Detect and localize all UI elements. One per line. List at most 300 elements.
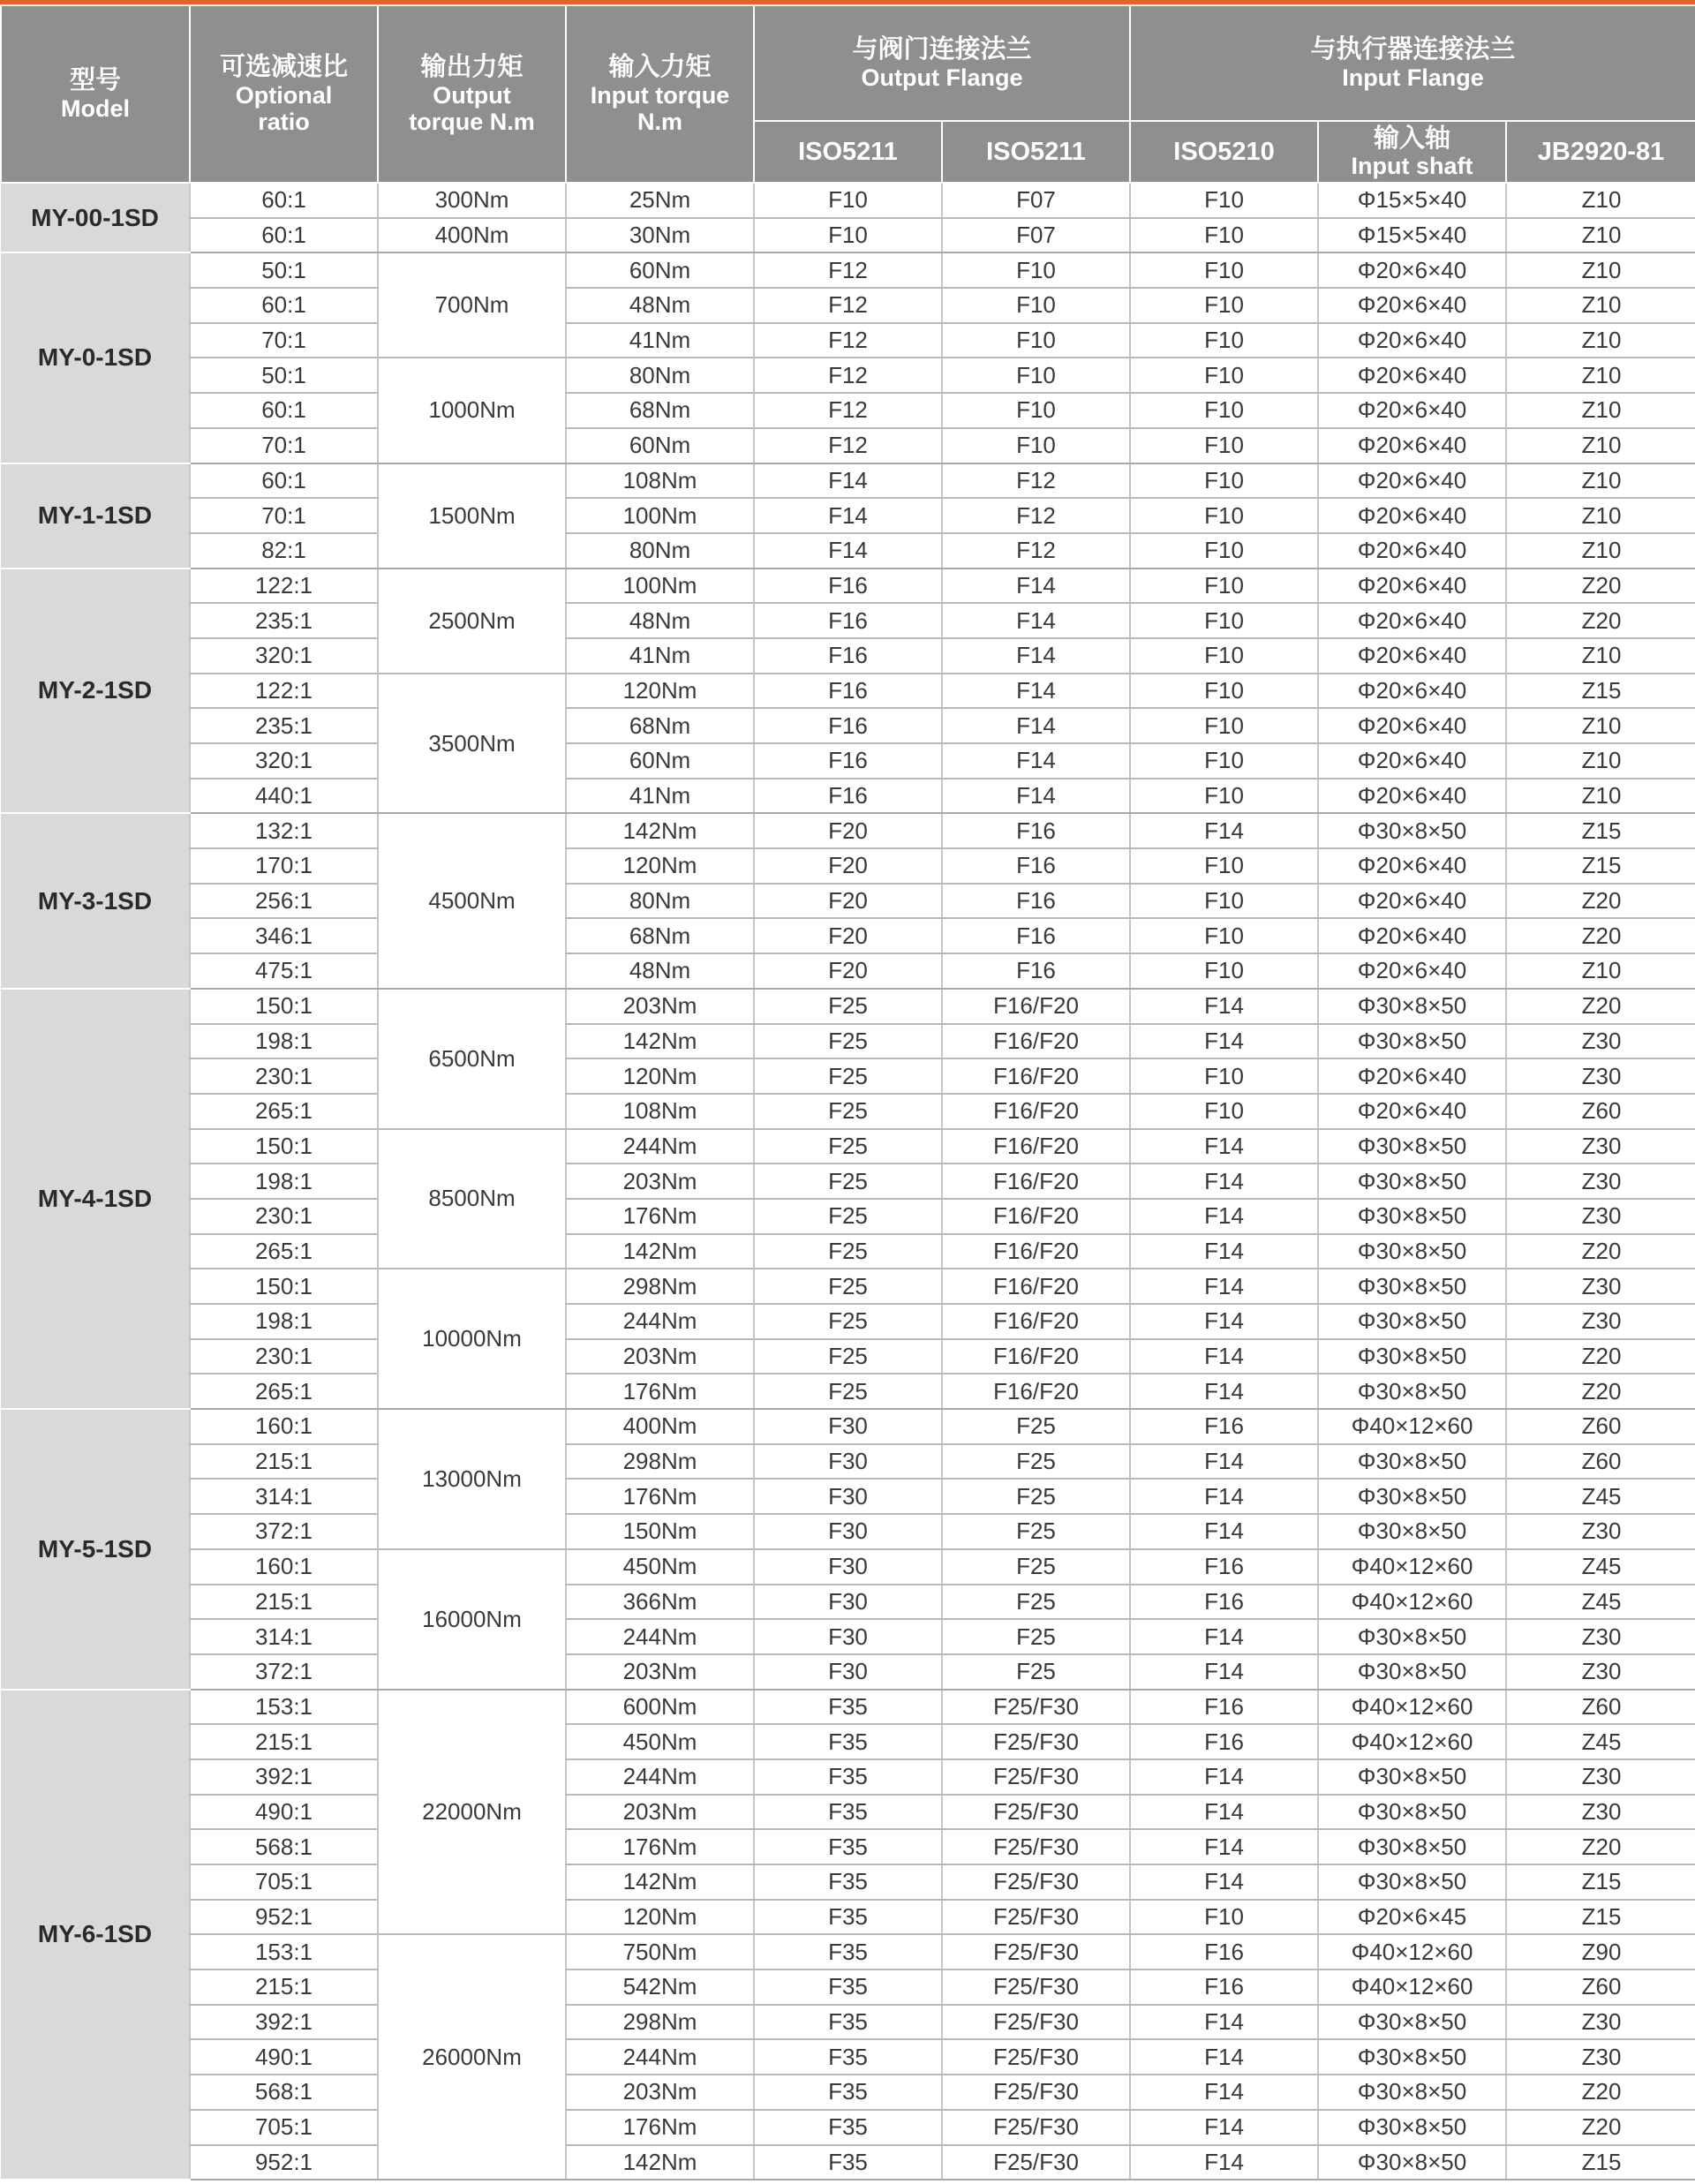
ratio-cell: 132:1 [190, 813, 378, 848]
input-torque-cell: 176Nm [566, 1199, 754, 1234]
jb2920-cell: Z30 [1506, 1269, 1695, 1304]
input-shaft-cell: Φ20×6×40 [1318, 288, 1506, 323]
ratio-cell: 265:1 [190, 1094, 378, 1129]
output-flange-b-cell: F25/F30 [942, 2145, 1130, 2180]
table-row [1, 1199, 1695, 1234]
output-flange-a-cell: F30 [754, 1514, 942, 1549]
table-row [1, 2075, 1695, 2110]
ratio-cell: 170:1 [190, 848, 378, 884]
header-input-torque-cn: 输入力矩 [608, 53, 712, 82]
output-flange-a-cell: F30 [754, 1444, 942, 1480]
table-row [1, 1164, 1695, 1199]
input-torque-cell: 542Nm [566, 1969, 754, 2005]
iso5210-cell: F14 [1130, 1829, 1318, 1864]
input-torque-cell: 41Nm [566, 779, 754, 814]
ratio-cell: 160:1 [190, 1549, 378, 1585]
ratio-cell: 314:1 [190, 1479, 378, 1514]
input-shaft-cell: Φ20×6×40 [1318, 708, 1506, 743]
table-row [1, 953, 1695, 989]
ratio-cell: 60:1 [190, 393, 378, 428]
output-flange-a-cell: F25 [754, 1339, 942, 1374]
output-flange-a-cell: F35 [754, 2039, 942, 2075]
ratio-cell: 70:1 [190, 498, 378, 533]
input-torque-cell: 142Nm [566, 813, 754, 848]
input-shaft-cell: Φ30×8×50 [1318, 1374, 1506, 1409]
input-shaft-cell: Φ20×6×40 [1318, 638, 1506, 674]
output-flange-a-cell: F35 [754, 1829, 942, 1864]
output-flange-a-cell: F30 [754, 1479, 942, 1514]
output-flange-b-cell: F25/F30 [942, 1795, 1130, 1830]
output-flange-a-cell: F35 [754, 2075, 942, 2110]
iso5210-cell: F14 [1130, 1024, 1318, 1059]
output-flange-b-cell: F14 [942, 674, 1130, 709]
ratio-cell: 320:1 [190, 638, 378, 674]
jb2920-cell: Z10 [1506, 953, 1695, 989]
ratio-cell: 235:1 [190, 708, 378, 743]
model-cell: MY-1-1SD [1, 463, 190, 569]
jb2920-cell: Z30 [1506, 1795, 1695, 1830]
input-shaft-cell: Φ40×12×60 [1318, 1969, 1506, 2005]
input-shaft-cell: Φ40×12×60 [1318, 1724, 1506, 1759]
input-torque-cell: 600Nm [566, 1690, 754, 1725]
input-shaft-cell: Φ20×6×40 [1318, 498, 1506, 533]
table-row [1, 463, 1695, 499]
output-flange-a-cell: F25 [754, 989, 942, 1024]
model-cell: MY-5-1SD [1, 1409, 190, 1690]
output-flange-a-cell: F25 [754, 1304, 942, 1339]
jb2920-cell: Z45 [1506, 1585, 1695, 1620]
output-flange-b-cell: F25 [942, 1619, 1130, 1654]
jb2920-cell: Z45 [1506, 1479, 1695, 1514]
jb2920-cell: Z30 [1506, 1058, 1695, 1094]
table-row [1, 288, 1695, 323]
iso5210-cell: F10 [1130, 569, 1318, 604]
iso5210-cell: F10 [1130, 884, 1318, 919]
table-row [1, 428, 1695, 463]
ratio-cell: 568:1 [190, 1829, 378, 1864]
header-output-torque-cn: 输出力矩 [420, 53, 524, 82]
output-flange-a-cell: F12 [754, 393, 942, 428]
jb2920-cell: Z10 [1506, 498, 1695, 533]
header-ratio-en1: Optional [235, 81, 333, 109]
input-torque-cell: 48Nm [566, 603, 754, 638]
output-flange-b-cell: F25/F30 [942, 1864, 1130, 1900]
input-torque-cell: 142Nm [566, 1234, 754, 1269]
ratio-cell: 952:1 [190, 1900, 378, 1935]
table-row [1, 393, 1695, 428]
table-row [1, 569, 1695, 604]
output-flange-a-cell: F30 [754, 1549, 942, 1585]
input-shaft-cell: Φ30×8×50 [1318, 1514, 1506, 1549]
output-flange-b-cell: F10 [942, 393, 1130, 428]
table-row [1, 1724, 1695, 1759]
input-torque-cell: 203Nm [566, 1654, 754, 1690]
model-cell: MY-3-1SD [1, 813, 190, 988]
output-flange-a-cell: F25 [754, 1058, 942, 1094]
input-shaft-cell: Φ15×5×40 [1318, 218, 1506, 253]
iso5210-cell: F14 [1130, 1654, 1318, 1690]
output-flange-b-cell: F16/F20 [942, 1164, 1130, 1199]
input-torque-cell: 298Nm [566, 1444, 754, 1480]
table-row [1, 323, 1695, 358]
output-flange-b-cell: F25/F30 [942, 2075, 1130, 2110]
input-torque-cell: 244Nm [566, 1619, 754, 1654]
iso5210-cell: F10 [1130, 288, 1318, 323]
output-flange-a-cell: F10 [754, 218, 942, 253]
ratio-cell: 198:1 [190, 1164, 378, 1199]
model-cell: MY-0-1SD [1, 252, 190, 463]
input-shaft-cell: Φ40×12×60 [1318, 1409, 1506, 1444]
jb2920-cell: Z15 [1506, 2145, 1695, 2180]
input-torque-cell: 41Nm [566, 323, 754, 358]
iso5210-cell: F16 [1130, 1934, 1318, 1969]
output-flange-a-cell: F25 [754, 1234, 942, 1269]
iso5210-cell: F14 [1130, 813, 1318, 848]
iso5210-cell: F10 [1130, 674, 1318, 709]
jb2920-cell: Z30 [1506, 1619, 1695, 1654]
table-row [1, 533, 1695, 569]
input-shaft-cell: Φ40×12×60 [1318, 1549, 1506, 1585]
output-flange-a-cell: F16 [754, 638, 942, 674]
output-flange-b-cell: F25/F30 [942, 2110, 1130, 2145]
header-ratio-cn: 可选减速比 [219, 53, 348, 82]
output-flange-a-cell: F16 [754, 569, 942, 604]
jb2920-cell: Z20 [1506, 1339, 1695, 1374]
input-torque-cell: 68Nm [566, 393, 754, 428]
output-flange-a-cell: F35 [754, 1724, 942, 1759]
iso5210-cell: F10 [1130, 498, 1318, 533]
ratio-cell: 215:1 [190, 1969, 378, 2005]
iso5210-cell: F10 [1130, 428, 1318, 463]
input-shaft-cell: Φ20×6×40 [1318, 393, 1506, 428]
input-shaft-cell: Φ30×8×50 [1318, 813, 1506, 848]
ratio-cell: 153:1 [190, 1934, 378, 1969]
iso5210-cell: F14 [1130, 2075, 1318, 2110]
output-flange-b-cell: F25/F30 [942, 1969, 1130, 2005]
jb2920-cell: Z20 [1506, 1234, 1695, 1269]
table-row [1, 498, 1695, 533]
output-flange-b-cell: F12 [942, 463, 1130, 499]
output-flange-b-cell: F14 [942, 743, 1130, 779]
table-row [1, 1094, 1695, 1129]
jb2920-cell: Z20 [1506, 884, 1695, 919]
ratio-cell: 475:1 [190, 953, 378, 989]
output-flange-a-cell: F25 [754, 1164, 942, 1199]
input-torque-cell: 150Nm [566, 1514, 754, 1549]
header-output-flange-en: Output Flange [861, 64, 1023, 91]
input-shaft-cell: Φ40×12×60 [1318, 1585, 1506, 1620]
ratio-cell: 198:1 [190, 1024, 378, 1059]
table-row [1, 1269, 1695, 1304]
input-shaft-cell: Φ20×6×40 [1318, 1058, 1506, 1094]
iso5210-cell: F10 [1130, 708, 1318, 743]
output-flange-b-cell: F16/F20 [942, 1129, 1130, 1164]
ratio-cell: 153:1 [190, 1690, 378, 1725]
header-output-torque-en1: Output [433, 81, 511, 109]
input-torque-cell: 120Nm [566, 1058, 754, 1094]
input-torque-cell: 203Nm [566, 2075, 754, 2110]
ratio-cell: 705:1 [190, 1864, 378, 1900]
input-shaft-cell: Φ30×8×50 [1318, 1479, 1506, 1514]
ratio-cell: 230:1 [190, 1058, 378, 1094]
table-row [1, 743, 1695, 779]
header-input-torque-en1: Input torque [590, 81, 730, 109]
output-flange-a-cell: F35 [754, 2110, 942, 2145]
table-row [1, 1374, 1695, 1409]
table-row [1, 1759, 1695, 1795]
input-torque-cell: 80Nm [566, 533, 754, 569]
iso5210-cell: F10 [1130, 1058, 1318, 1094]
header-iso5210: ISO5210 [1130, 121, 1318, 183]
output-flange-b-cell: F16/F20 [942, 1269, 1130, 1304]
ratio-cell: 372:1 [190, 1514, 378, 1549]
output-flange-b-cell: F16/F20 [942, 1234, 1130, 1269]
jb2920-cell: Z30 [1506, 1199, 1695, 1234]
ratio-cell: 372:1 [190, 1654, 378, 1690]
output-torque-cell: 700Nm [378, 252, 566, 358]
ratio-cell: 392:1 [190, 1759, 378, 1795]
iso5210-cell: F14 [1130, 1864, 1318, 1900]
ratio-cell: 60:1 [190, 218, 378, 253]
output-flange-a-cell: F35 [754, 1969, 942, 2005]
output-flange-a-cell: F20 [754, 848, 942, 884]
iso5210-cell: F16 [1130, 1585, 1318, 1620]
input-torque-cell: 80Nm [566, 884, 754, 919]
output-flange-a-cell: F30 [754, 1585, 942, 1620]
iso5210-cell: F10 [1130, 638, 1318, 674]
jb2920-cell: Z60 [1506, 1094, 1695, 1129]
input-torque-cell: 25Nm [566, 183, 754, 218]
input-torque-cell: 142Nm [566, 2145, 754, 2180]
table-row [1, 708, 1695, 743]
jb2920-cell: Z20 [1506, 1829, 1695, 1864]
jb2920-cell: Z45 [1506, 1724, 1695, 1759]
table-body [1, 183, 1695, 2180]
ratio-cell: 705:1 [190, 2110, 378, 2145]
iso5210-cell: F10 [1130, 533, 1318, 569]
output-flange-b-cell: F25/F30 [942, 1934, 1130, 1969]
input-shaft-cell: Φ30×8×50 [1318, 2075, 1506, 2110]
output-flange-b-cell: F25 [942, 1549, 1130, 1585]
output-flange-b-cell: F16/F20 [942, 1024, 1130, 1059]
table-row [1, 218, 1695, 253]
output-torque-cell: 16000Nm [378, 1549, 566, 1690]
input-torque-cell: 68Nm [566, 918, 754, 953]
iso5210-cell: F10 [1130, 323, 1318, 358]
jb2920-cell: Z15 [1506, 1864, 1695, 1900]
table-row [1, 1058, 1695, 1094]
table-row [1, 1549, 1695, 1585]
input-torque-cell: 366Nm [566, 1585, 754, 1620]
output-flange-b-cell: F25 [942, 1585, 1130, 1620]
output-torque-cell: 13000Nm [378, 1409, 566, 1549]
iso5210-cell: F10 [1130, 183, 1318, 218]
table-row [1, 1900, 1695, 1935]
input-torque-cell: 100Nm [566, 498, 754, 533]
ratio-cell: 50:1 [190, 252, 378, 288]
output-flange-b-cell: F10 [942, 323, 1130, 358]
output-flange-b-cell: F14 [942, 779, 1130, 814]
input-shaft-cell: Φ20×6×40 [1318, 848, 1506, 884]
input-shaft-cell: Φ30×8×50 [1318, 1795, 1506, 1830]
iso5210-cell: F10 [1130, 953, 1318, 989]
output-flange-b-cell: F25/F30 [942, 1759, 1130, 1795]
output-flange-b-cell: F16/F20 [942, 1339, 1130, 1374]
input-torque-cell: 48Nm [566, 288, 754, 323]
jb2920-cell: Z20 [1506, 2075, 1695, 2110]
input-shaft-cell: Φ30×8×50 [1318, 1024, 1506, 1059]
iso5210-cell: F16 [1130, 1724, 1318, 1759]
table-row [1, 2005, 1695, 2040]
iso5210-cell: F14 [1130, 1374, 1318, 1409]
input-shaft-cell: Φ20×6×40 [1318, 743, 1506, 779]
table-row [1, 1304, 1695, 1339]
output-torque-cell: 6500Nm [378, 989, 566, 1129]
output-flange-b-cell: F16 [942, 918, 1130, 953]
ratio-cell: 60:1 [190, 463, 378, 499]
output-flange-b-cell: F16 [942, 884, 1130, 919]
output-flange-a-cell: F30 [754, 1619, 942, 1654]
ratio-cell: 230:1 [190, 1199, 378, 1234]
jb2920-cell: Z30 [1506, 2005, 1695, 2040]
header-jb2920: JB2920-81 [1506, 121, 1695, 183]
output-flange-a-cell: F35 [754, 2145, 942, 2180]
table-row [1, 2110, 1695, 2145]
input-shaft-cell: Φ20×6×40 [1318, 358, 1506, 393]
iso5210-cell: F14 [1130, 2039, 1318, 2075]
input-torque-cell: 68Nm [566, 708, 754, 743]
table-row [1, 1619, 1695, 1654]
output-flange-a-cell: F35 [754, 1900, 942, 1935]
jb2920-cell: Z20 [1506, 1374, 1695, 1409]
output-torque-cell: 2500Nm [378, 569, 566, 674]
jb2920-cell: Z20 [1506, 569, 1695, 604]
header-input-flange-en: Input Flange [1342, 64, 1484, 91]
ratio-cell: 215:1 [190, 1585, 378, 1620]
input-torque-cell: 450Nm [566, 1549, 754, 1585]
output-flange-b-cell: F25/F30 [942, 1900, 1130, 1935]
input-shaft-cell: Φ20×6×40 [1318, 569, 1506, 604]
iso5210-cell: F10 [1130, 848, 1318, 884]
jb2920-cell: Z10 [1506, 183, 1695, 218]
input-torque-cell: 203Nm [566, 989, 754, 1024]
model-cell: MY-4-1SD [1, 989, 190, 1409]
output-flange-a-cell: F35 [754, 2005, 942, 2040]
header-iso5211-b: ISO5211 [942, 121, 1130, 183]
input-torque-cell: 48Nm [566, 953, 754, 989]
ratio-cell: 235:1 [190, 603, 378, 638]
table-row [1, 1129, 1695, 1164]
iso5210-cell: F14 [1130, 1164, 1318, 1199]
jb2920-cell: Z10 [1506, 358, 1695, 393]
table-row [1, 1829, 1695, 1864]
iso5210-cell: F14 [1130, 2145, 1318, 2180]
iso5210-cell: F14 [1130, 1759, 1318, 1795]
output-flange-b-cell: F25 [942, 1409, 1130, 1444]
jb2920-cell: Z30 [1506, 1164, 1695, 1199]
input-shaft-cell: Φ20×6×40 [1318, 779, 1506, 814]
table-row [1, 1795, 1695, 1830]
jb2920-cell: Z30 [1506, 1304, 1695, 1339]
output-flange-b-cell: F10 [942, 252, 1130, 288]
input-torque-cell: 120Nm [566, 674, 754, 709]
iso5210-cell: F10 [1130, 463, 1318, 499]
input-torque-cell: 400Nm [566, 1409, 754, 1444]
output-flange-a-cell: F35 [754, 1864, 942, 1900]
output-torque-cell: 400Nm [378, 218, 566, 253]
output-flange-b-cell: F12 [942, 533, 1130, 569]
table-row [1, 1690, 1695, 1725]
input-torque-cell: 176Nm [566, 1479, 754, 1514]
ratio-cell: 568:1 [190, 2075, 378, 2110]
output-flange-b-cell: F16 [942, 848, 1130, 884]
table-row [1, 638, 1695, 674]
output-flange-b-cell: F14 [942, 569, 1130, 604]
input-torque-cell: 60Nm [566, 252, 754, 288]
output-flange-a-cell: F16 [754, 779, 942, 814]
header-input-shaft-en: Input shaft [1351, 153, 1473, 180]
input-torque-cell: 750Nm [566, 1934, 754, 1969]
jb2920-cell: Z60 [1506, 1444, 1695, 1480]
input-shaft-cell: Φ30×8×50 [1318, 1654, 1506, 1690]
output-torque-cell: 1500Nm [378, 463, 566, 569]
input-torque-cell: 108Nm [566, 1094, 754, 1129]
header-output-flange-cn: 与阀门连接法兰 [852, 35, 1032, 64]
header-input-flange-cn: 与执行器连接法兰 [1310, 35, 1516, 64]
output-flange-b-cell: F10 [942, 358, 1130, 393]
jb2920-cell: Z60 [1506, 1690, 1695, 1725]
header-output-torque [378, 5, 566, 183]
output-flange-b-cell: F25 [942, 1514, 1130, 1549]
ratio-cell: 440:1 [190, 779, 378, 814]
input-shaft-cell: Φ20×6×40 [1318, 953, 1506, 989]
iso5210-cell: F16 [1130, 1969, 1318, 2005]
table-row [1, 1585, 1695, 1620]
ratio-cell: 82:1 [190, 533, 378, 569]
ratio-cell: 70:1 [190, 323, 378, 358]
jb2920-cell: Z45 [1506, 1549, 1695, 1585]
ratio-cell: 160:1 [190, 1409, 378, 1444]
output-flange-b-cell: F14 [942, 638, 1130, 674]
output-flange-a-cell: F20 [754, 953, 942, 989]
header-iso5211-a: ISO5211 [754, 121, 942, 183]
output-flange-a-cell: F14 [754, 498, 942, 533]
input-shaft-cell: Φ30×8×50 [1318, 1234, 1506, 1269]
table-row [1, 2039, 1695, 2075]
input-shaft-cell: Φ30×8×50 [1318, 1619, 1506, 1654]
jb2920-cell: Z10 [1506, 533, 1695, 569]
iso5210-cell: F10 [1130, 603, 1318, 638]
ratio-cell: 346:1 [190, 918, 378, 953]
input-torque-cell: 108Nm [566, 463, 754, 499]
input-torque-cell: 120Nm [566, 848, 754, 884]
iso5210-cell: F14 [1130, 1444, 1318, 1480]
output-flange-a-cell: F25 [754, 1024, 942, 1059]
input-shaft-cell: Φ30×8×50 [1318, 2110, 1506, 2145]
jb2920-cell: Z20 [1506, 603, 1695, 638]
iso5210-cell: F14 [1130, 1234, 1318, 1269]
iso5210-cell: F14 [1130, 1795, 1318, 1830]
iso5210-cell: F10 [1130, 1094, 1318, 1129]
input-shaft-cell: Φ20×6×40 [1318, 533, 1506, 569]
ratio-cell: 150:1 [190, 1269, 378, 1304]
iso5210-cell: F10 [1130, 779, 1318, 814]
ratio-cell: 265:1 [190, 1374, 378, 1409]
header-model-cn: 型号 [69, 66, 121, 95]
output-flange-a-cell: F25 [754, 1129, 942, 1164]
output-flange-b-cell: F07 [942, 218, 1130, 253]
jb2920-cell: Z10 [1506, 252, 1695, 288]
